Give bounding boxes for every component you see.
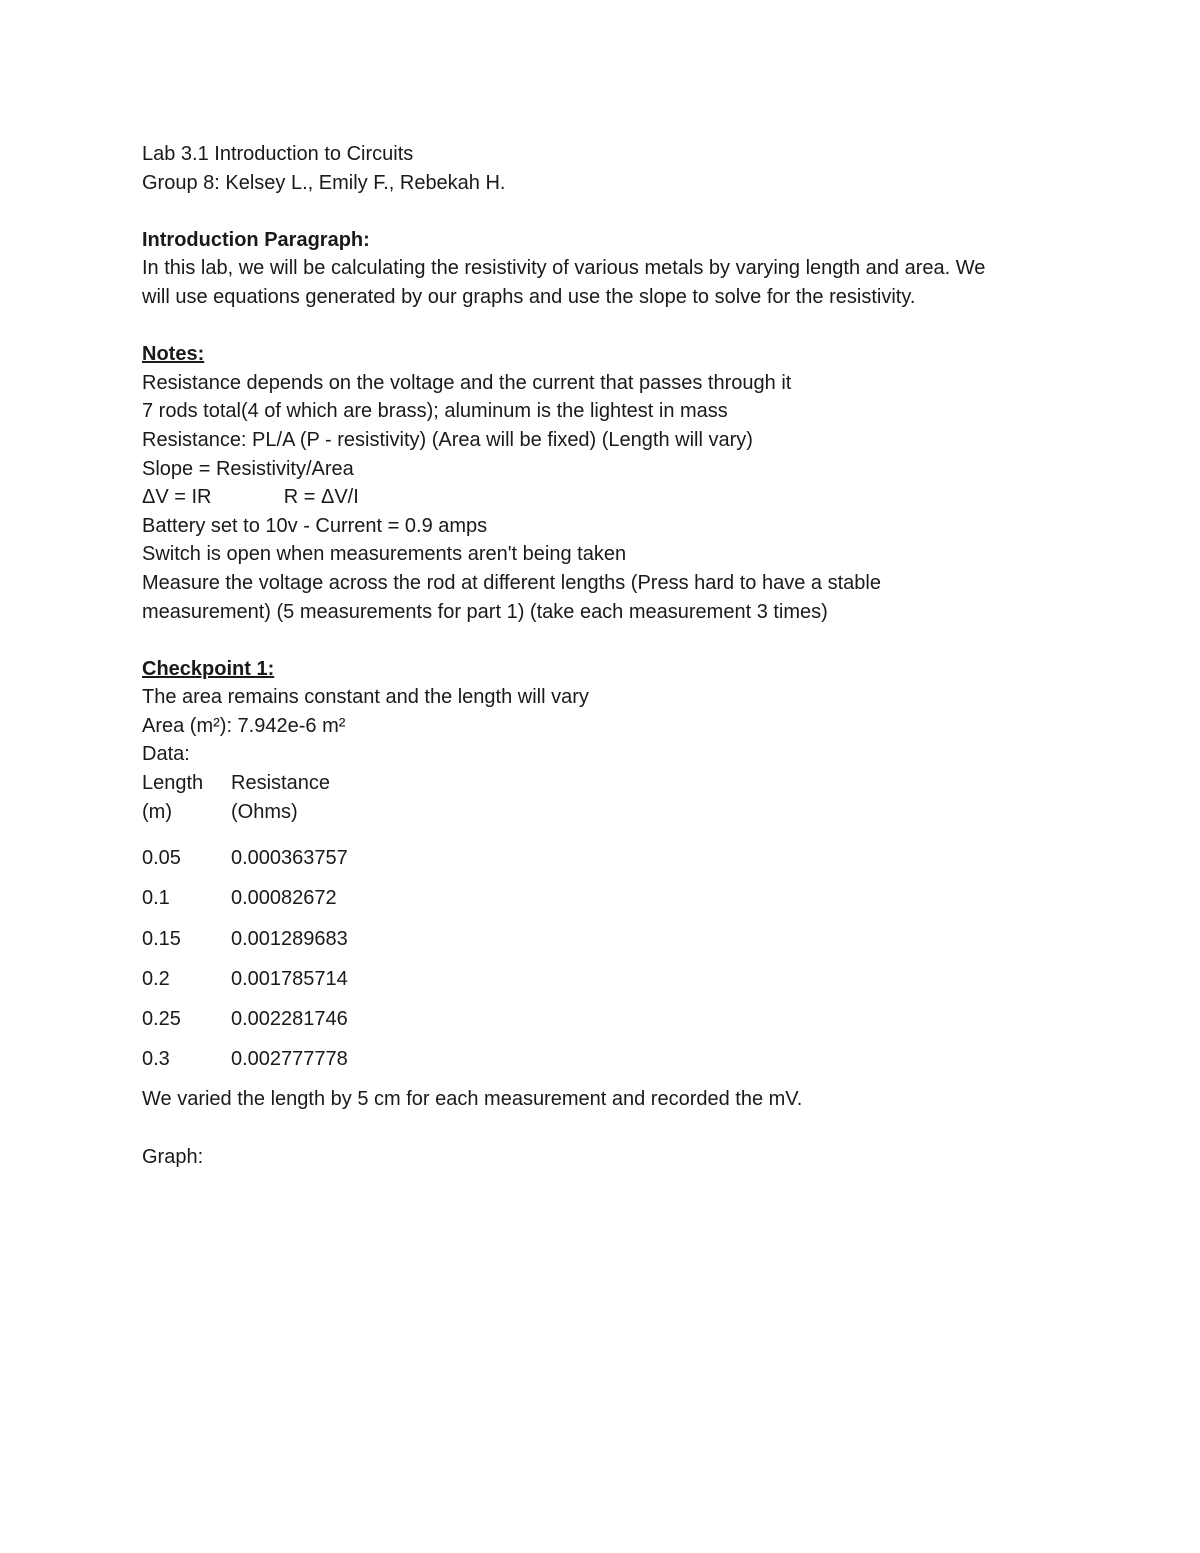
cell-resistance: 0.002777778 xyxy=(231,1048,348,1071)
document-page xyxy=(142,140,1072,1171)
column-unit-resistance: (Ohms) xyxy=(231,800,298,823)
cell-resistance: 0.00082672 xyxy=(231,887,337,910)
cell-resistance: 0.001289683 xyxy=(231,927,348,950)
intro-line-2: will use equations generated by our graphs and use the slope to solve for the resistivity. xyxy=(142,285,916,308)
data-label: Data: xyxy=(142,743,190,766)
cell-length: 0.3 xyxy=(142,1048,170,1071)
cell-length: 0.1 xyxy=(142,887,170,910)
table-row xyxy=(142,878,1072,918)
note-item: Measure the voltage across the rod at different lengths (Press hard to have a stable xyxy=(142,571,881,594)
cell-resistance: 0.002281746 xyxy=(231,1008,348,1030)
note-item: Resistance: PL/A (P - resistivity) (Area will be fixed) (Length will vary) xyxy=(142,428,753,451)
column-unit-length: (m) xyxy=(142,800,172,823)
data-table xyxy=(142,838,1072,1079)
summary-text: We varied the length by 5 cm for each measurement and recorded the mV. xyxy=(142,1088,803,1111)
checkpoint-heading: Checkpoint 1: xyxy=(142,657,275,680)
table-row xyxy=(142,838,1072,878)
cell-length: 0.2 xyxy=(142,967,170,990)
table-row xyxy=(142,1039,1072,1079)
group-members: Group 8: Kelsey L., Emily F., Rebekah H. xyxy=(142,171,506,194)
note-item: Battery set to 10v - Current = 0.9 amps xyxy=(142,514,488,537)
table-row xyxy=(142,959,1072,999)
graph-label: Graph: xyxy=(142,1145,204,1168)
column-header-length: Length xyxy=(142,772,204,795)
cell-resistance: 0.000363757 xyxy=(231,847,348,870)
cell-length: 0.15 xyxy=(142,927,181,950)
cell-resistance: 0.001785714 xyxy=(231,967,348,990)
cell-length: 0.05 xyxy=(142,847,181,870)
note-item: Switch is open when measurements aren't being taken xyxy=(142,543,627,566)
intro-heading: Introduction Paragraph: xyxy=(142,228,370,251)
cell-length: 0.25 xyxy=(142,1008,181,1030)
note-item: ΔV = IR R = ΔV/I xyxy=(142,486,359,509)
table-row xyxy=(142,999,1072,1039)
note-item: measurement) (5 measurements for part 1) (take each measurement 3 times) xyxy=(142,600,828,623)
table-row xyxy=(142,919,1072,959)
data-table-header xyxy=(142,769,1072,826)
note-item: Resistance depends on the voltage and the current that passes through it xyxy=(142,371,792,394)
notes-heading: Notes: xyxy=(142,343,205,366)
checkpoint-line-1: The area remains constant and the length will vary xyxy=(142,686,589,709)
area-value: Area (m²): 7.942e-6 m² xyxy=(142,714,346,737)
intro-line-1: In this lab, we will be calculating the resistivity of various metals by varying length and area. We xyxy=(142,257,986,280)
document-title: Lab 3.1 Introduction to Circuits xyxy=(142,143,414,165)
note-item: 7 rods total(4 of which are brass); aluminum is the lightest in mass xyxy=(142,400,728,423)
note-item: Slope = Resistivity/Area xyxy=(142,457,354,480)
column-header-resistance: Resistance xyxy=(231,772,330,795)
